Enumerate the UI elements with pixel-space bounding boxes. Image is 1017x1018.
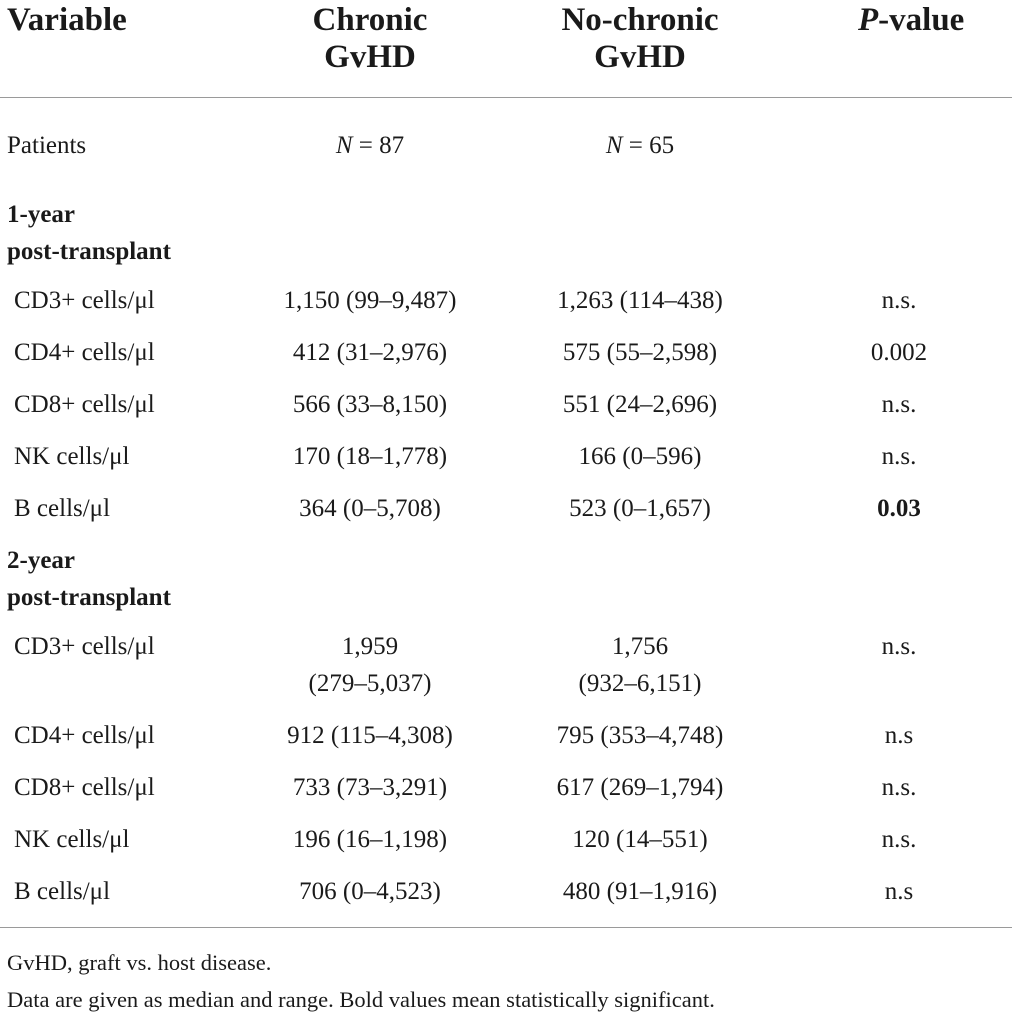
header-no-chronic-gvhd bbox=[494, 0, 764, 97]
cell-p-empty bbox=[764, 97, 1012, 187]
cell-median: 1,756 bbox=[611, 633, 669, 660]
cell-p-value: n.s. bbox=[881, 826, 917, 853]
section-line1: 1-year bbox=[7, 201, 76, 228]
cell-nochronic: 617 (269–1,794) bbox=[556, 774, 724, 801]
footnote-note: Data are given as median and range. Bold values mean statistically significant. bbox=[7, 987, 715, 1012]
section-heading-1-year bbox=[0, 187, 1012, 273]
table-row bbox=[0, 708, 1012, 760]
cell-p-value: 0.002 bbox=[870, 339, 928, 366]
header-chronic-line2: GvHD bbox=[324, 39, 416, 75]
cell-chronic: 706 (0–4,523) bbox=[299, 878, 441, 905]
row-label: NK cells/μl bbox=[14, 826, 130, 853]
cell-nochronic: 795 (353–4,748) bbox=[556, 722, 724, 749]
cell-nochronic: 480 (91–1,916) bbox=[562, 878, 718, 905]
cell-median: 1,959 bbox=[341, 633, 399, 660]
table-header bbox=[0, 0, 1012, 97]
row-label: B cells/μl bbox=[14, 878, 111, 905]
cell-nochronic: 551 (24–2,696) bbox=[562, 391, 718, 418]
row-label: CD8+ cells/μl bbox=[14, 391, 155, 418]
row-label: CD4+ cells/μl bbox=[14, 339, 155, 366]
header-row bbox=[0, 0, 1012, 97]
cell-p-value: n.s. bbox=[881, 633, 917, 660]
cell-chronic-n bbox=[224, 97, 494, 187]
table-row bbox=[0, 760, 1012, 812]
header-p-value bbox=[764, 0, 1012, 97]
footnote-abbreviation: GvHD, graft vs. host disease. bbox=[7, 950, 272, 975]
cell-chronic: 566 (33–8,150) bbox=[292, 391, 448, 418]
n-value: = 65 bbox=[622, 131, 675, 159]
header-nochronic-line1: No-chronic bbox=[561, 2, 719, 38]
section-line2: post-transplant bbox=[7, 238, 171, 265]
section-line2: post-transplant bbox=[7, 584, 171, 611]
cell-chronic: 170 (18–1,778) bbox=[292, 443, 448, 470]
table-body bbox=[0, 97, 1012, 920]
section-heading-2-year bbox=[0, 533, 1012, 619]
n-symbol: N bbox=[335, 131, 353, 159]
cell-chronic: 1,150 (99–9,487) bbox=[283, 287, 457, 314]
cell-p-value: n.s bbox=[884, 878, 914, 905]
cell-nochronic-n bbox=[494, 97, 764, 187]
cell-chronic: 412 (31–2,976) bbox=[292, 339, 448, 366]
section-line1: 2-year bbox=[7, 547, 76, 574]
row-label: Patients bbox=[7, 131, 87, 159]
cell-nochronic: 1,263 (114–438) bbox=[557, 287, 723, 314]
cell-chronic: 364 (0–5,708) bbox=[299, 495, 441, 522]
cell-nochronic: 523 (0–1,657) bbox=[569, 495, 711, 522]
row-label: CD4+ cells/μl bbox=[14, 722, 155, 749]
header-p-rest: -value bbox=[878, 2, 965, 38]
table-row bbox=[0, 864, 1012, 920]
cell-p-value: n.s. bbox=[881, 287, 917, 314]
row-label: CD3+ cells/μl bbox=[14, 633, 155, 660]
header-variable bbox=[0, 0, 224, 97]
header-nochronic-line2: GvHD bbox=[594, 39, 686, 75]
cell-p-value: n.s bbox=[884, 722, 914, 749]
table-footnotes bbox=[0, 927, 1012, 1018]
row-label: NK cells/μl bbox=[14, 443, 130, 470]
table-row bbox=[0, 619, 1012, 708]
table-row bbox=[0, 481, 1012, 533]
cell-p-value-significant: 0.03 bbox=[877, 495, 921, 522]
row-label: B cells/μl bbox=[14, 495, 111, 522]
header-chronic-line1: Chronic bbox=[312, 2, 428, 38]
section-label bbox=[0, 533, 1012, 619]
cell-chronic: 196 (16–1,198) bbox=[292, 826, 448, 853]
table-row bbox=[0, 273, 1012, 325]
cell-chronic: 733 (73–3,291) bbox=[292, 774, 448, 801]
cell-p-value: n.s. bbox=[881, 774, 917, 801]
section-label bbox=[0, 187, 1012, 273]
header-p-italic: P bbox=[858, 2, 879, 38]
cell-p-value: n.s. bbox=[881, 391, 917, 418]
n-symbol: N bbox=[605, 131, 623, 159]
table-row bbox=[0, 377, 1012, 429]
table-row bbox=[0, 325, 1012, 377]
cell-nochronic bbox=[494, 619, 764, 708]
n-value: = 87 bbox=[352, 131, 405, 159]
cell-range: (279–5,037) bbox=[308, 670, 432, 697]
cell-nochronic: 575 (55–2,598) bbox=[562, 339, 718, 366]
table-row-patients bbox=[0, 97, 1012, 187]
cell-nochronic: 120 (14–551) bbox=[572, 826, 708, 853]
table-row bbox=[0, 812, 1012, 864]
row-label: CD8+ cells/μl bbox=[14, 774, 155, 801]
cell-p-value: n.s. bbox=[881, 443, 917, 470]
row-label: CD3+ cells/μl bbox=[14, 287, 155, 314]
header-chronic-gvhd bbox=[224, 0, 494, 97]
cell-chronic: 912 (115–4,308) bbox=[287, 722, 453, 749]
cell-range: (932–6,151) bbox=[578, 670, 702, 697]
cell-nochronic: 166 (0–596) bbox=[578, 443, 702, 470]
table-row bbox=[0, 429, 1012, 481]
header-variable-label: Variable bbox=[7, 2, 127, 38]
cell-chronic bbox=[224, 619, 494, 708]
